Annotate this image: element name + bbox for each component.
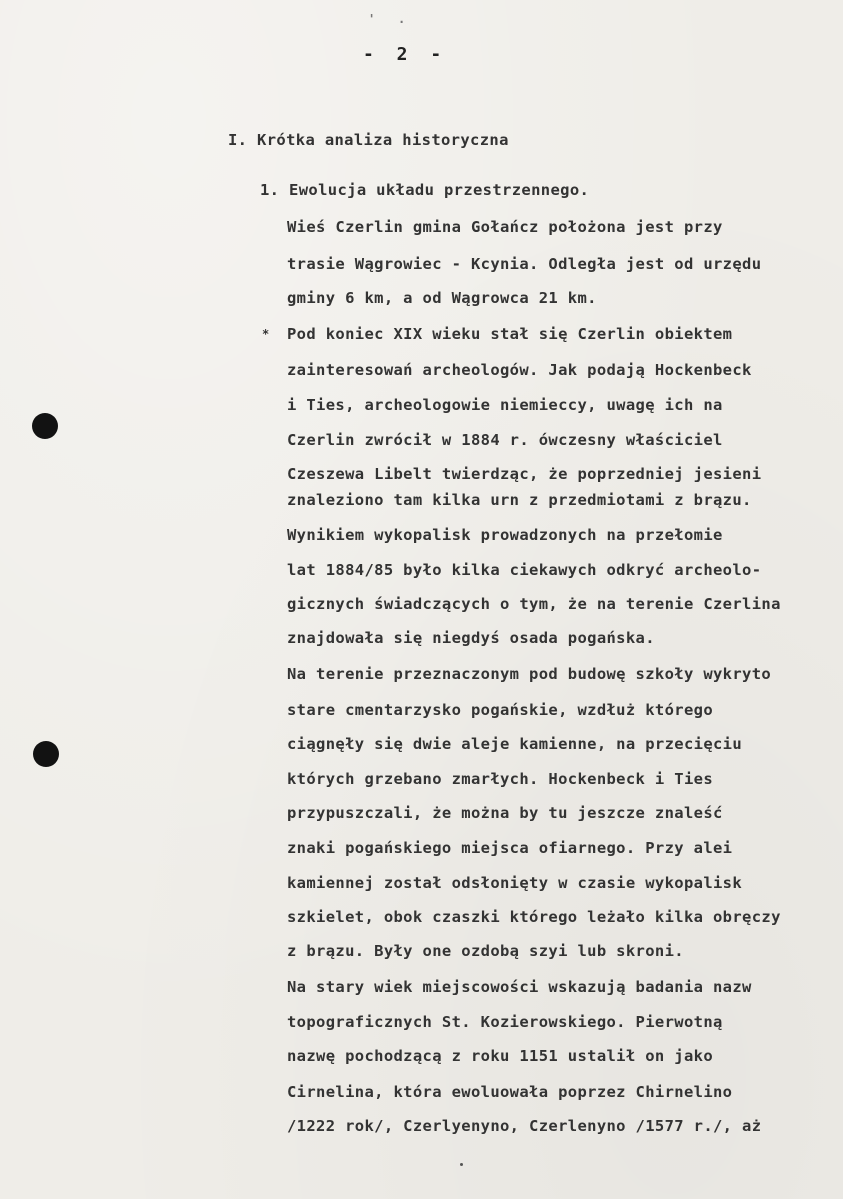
top-mark: . (398, 12, 406, 26)
body-line: znajdowała się niegdyś osada pogańska. (287, 629, 655, 647)
body-line: gminy 6 km, a od Wągrowca 21 km. (287, 289, 597, 307)
body-line: lat 1884/85 było kilka ciekawych odkryć archeolo- (287, 561, 762, 579)
top-mark: ' (368, 12, 376, 26)
body-line: Czerlin zwrócił w 1884 r. ówczesny właściciel (287, 431, 723, 449)
body-line: Wieś Czerlin gmina Gołańcz położona jest przy (287, 218, 723, 236)
body-line: Cirnelina, która ewoluowała poprzez Chirnelino (287, 1083, 733, 1101)
body-line: topograficznych St. Kozierowskiego. Pierwotną (287, 1013, 723, 1031)
body-line: Na stary wiek miejscowości wskazują badania nazw (287, 978, 752, 996)
body-line: gicznych świadczących o tym, że na terenie Czerlina (287, 595, 781, 613)
body-line: i Ties, archeologowie niemieccy, uwagę ich na (287, 396, 723, 414)
body-line: Wynikiem wykopalisk prowadzonych na przełomie (287, 526, 723, 544)
bullet-marker: * (262, 327, 270, 341)
punch-hole (32, 413, 58, 439)
page-number: - 2 - (363, 44, 448, 65)
body-line: stare cmentarzysko pogańskie, wzdłuż którego (287, 701, 713, 719)
body-line: /1222 rok/, Czerlyenyno, Czerlenyno /1577 r./, aż (287, 1117, 762, 1135)
section-heading: I. Krótka analiza historyczna (228, 131, 509, 149)
body-line: zainteresowań archeologów. Jak podają Hockenbeck (287, 361, 752, 379)
punch-hole (33, 741, 59, 767)
body-line: kamiennej został odsłonięty w czasie wykopalisk (287, 874, 743, 892)
body-line: trasie Wągrowiec - Kcynia. Odległa jest od urzędu (287, 255, 762, 273)
body-line: nazwę pochodzącą z roku 1151 ustalił on jako (287, 1047, 713, 1065)
body-line: ciągnęły się dwie aleje kamienne, na przecięciu (287, 735, 743, 753)
body-line: których grzebano zmarłych. Hockenbeck i Ties (287, 770, 713, 788)
body-line: z brązu. Były one ozdobą szyi lub skroni. (287, 942, 684, 960)
body-line: szkielet, obok czaszki którego leżało kilka obręczy (287, 908, 781, 926)
body-line: Na terenie przeznaczonym pod budowę szkoły wykryto (287, 665, 772, 683)
body-line: Czeszewa Libelt twierdząc, że poprzedniej jesieni (287, 465, 762, 483)
body-line: Pod koniec XIX wieku stał się Czerlin obiektem (287, 325, 733, 343)
body-line: znaleziono tam kilka urn z przedmiotami z brązu. (287, 491, 752, 509)
ink-speck (460, 1163, 463, 1166)
body-line: znaki pogańskiego miejsca ofiarnego. Przy alei (287, 839, 733, 857)
subsection-heading: 1. Ewolucja układu przestrzennego. (260, 181, 590, 199)
body-line: przypuszczali, że można by tu jeszcze znaleść (287, 804, 723, 822)
